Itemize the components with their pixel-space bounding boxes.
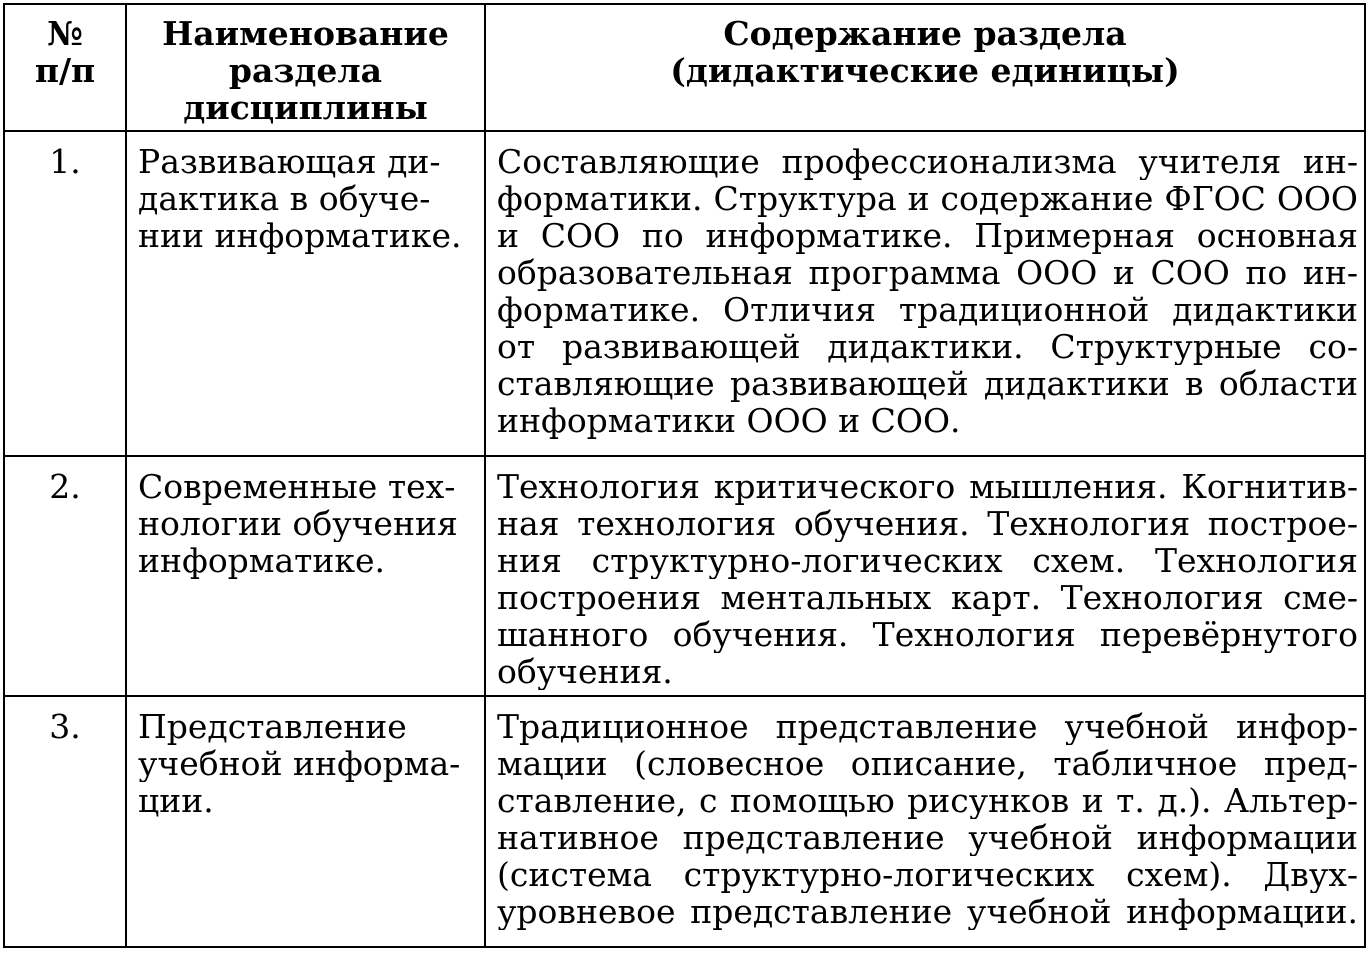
content-line: ставляющие развивающей дидактики в области — [497, 365, 1358, 402]
content-line: форматике. Отличия традиционной дидактики — [497, 291, 1358, 328]
content-line: нативное представление учебной информации — [497, 819, 1358, 856]
row-section-name — [126, 456, 485, 696]
content-line: мации (словесное описание, табличное пред- — [497, 745, 1358, 782]
name-line: ции. — [138, 782, 214, 819]
header-name-line: дисциплины — [183, 89, 428, 126]
header-section-content — [485, 4, 1365, 131]
table-row — [4, 696, 1365, 947]
header-row — [4, 4, 1365, 131]
row-section-content — [485, 456, 1365, 696]
row-section-name — [126, 131, 485, 456]
name-line: информатике. — [138, 542, 386, 579]
content-line: (система структурно-логических схем). Двух- — [497, 856, 1358, 893]
content-line: шанного обучения. Технология перевёрнутого — [497, 616, 1358, 653]
content-line: ния структурно-логических схем. Технология — [497, 542, 1358, 579]
table-row — [4, 131, 1365, 456]
discipline-sections-table — [3, 3, 1366, 948]
name-line: Развивающая ди- — [138, 143, 441, 180]
header-name-line: раздела — [228, 52, 383, 89]
row-section-name — [126, 696, 485, 947]
name-line: Современные тех- — [138, 468, 456, 505]
name-line: учебной информа- — [138, 745, 461, 782]
content-line: ставление, с помощью рисунков и т. д.). Альтер- — [497, 782, 1358, 819]
row-number: 2. — [4, 456, 126, 696]
row-number: 3. — [4, 696, 126, 947]
header-number-line: п/п — [34, 52, 96, 89]
header-name-line: Наименование — [162, 15, 449, 52]
name-line: нии информатике. — [138, 217, 462, 254]
header-content-line: (дидактические единицы) — [670, 52, 1180, 89]
content-line: форматики. Структура и содержание ФГОС ООО — [497, 180, 1358, 217]
name-line: Представление — [138, 708, 407, 745]
content-line: уровневое представление учебной информации. — [497, 893, 1358, 930]
content-line: обучения. — [497, 653, 673, 690]
name-line: нологии обучения — [138, 505, 458, 542]
content-line: образовательная программа ООО и СОО по ин- — [497, 254, 1358, 291]
header-number — [4, 4, 126, 131]
header-number-line: № — [47, 15, 83, 52]
table-row — [4, 456, 1365, 696]
content-line: и СОО по информатике. Примерная основная — [497, 217, 1358, 254]
row-section-content — [485, 696, 1365, 947]
content-line: Традиционное представление учебной инфор- — [497, 708, 1358, 745]
content-line: Составляющие профессионализма учителя ин- — [497, 143, 1358, 180]
content-line: Технология критического мышления. Когнитив- — [497, 468, 1358, 505]
name-line: дактика в обуче- — [138, 180, 431, 217]
content-line: ная технология обучения. Технология построе- — [497, 505, 1358, 542]
content-line: от развивающей дидактики. Структурные со- — [497, 328, 1358, 365]
content-line: построения ментальных карт. Технология сме- — [497, 579, 1358, 616]
header-content-line: Содержание раздела — [723, 15, 1127, 52]
row-number: 1. — [4, 131, 126, 456]
content-line: информатики ООО и СОО. — [497, 402, 961, 439]
document-page — [3, 3, 1366, 948]
row-section-content — [485, 131, 1365, 456]
header-section-name — [126, 4, 485, 131]
